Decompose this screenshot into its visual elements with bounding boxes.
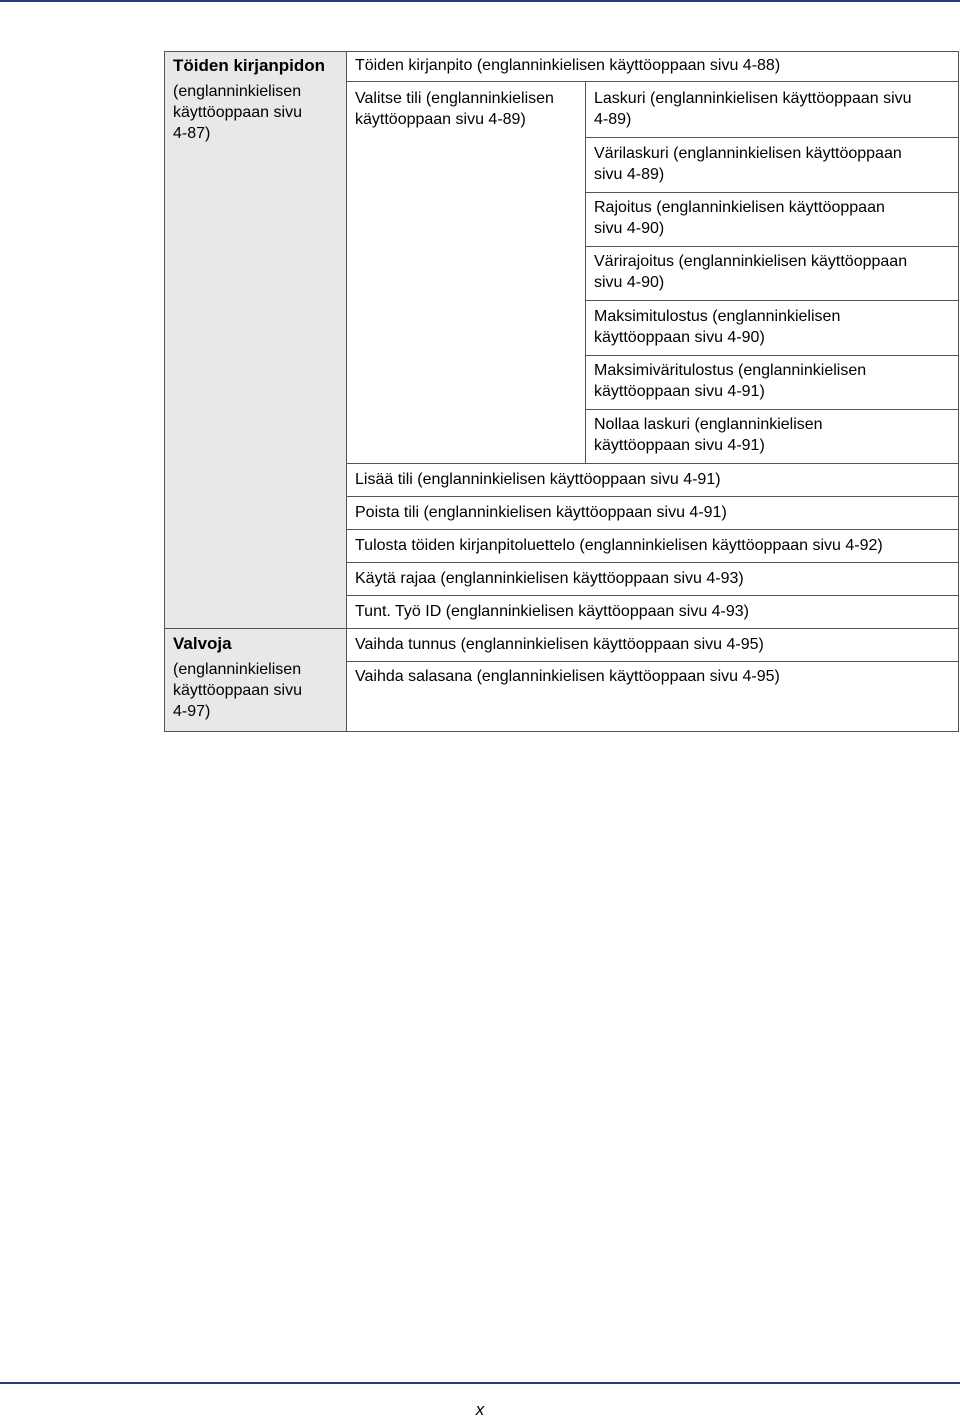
unknown-job-id-item: Tunt. Työ ID (englanninkielisen käyttöoppaan sivu 4-93) (355, 603, 750, 620)
restriction-item-ref: sivu 4-90) (594, 220, 665, 237)
top-rule (0, 0, 960, 2)
row-line (346, 628, 959, 629)
select-account-item-ref: käyttöoppaan sivu 4-89) (355, 111, 526, 128)
restriction-item: Rajoitus (englanninkielisen käyttöoppaan (594, 199, 885, 216)
left-column (164, 51, 347, 732)
apply-limit-item: Käytä rajaa (englanninkielisen käyttöoppaan sivu 4-93) (355, 570, 744, 587)
col3-divider (585, 81, 586, 463)
color-restriction-item-ref: sivu 4-90) (594, 274, 665, 291)
section-ref-line: (englanninkielisen (173, 83, 302, 100)
color-counter-item: Värilaskuri (englanninkielisen käyttöoppaan (594, 145, 902, 162)
row-line (346, 529, 959, 530)
print-accounting-list-item: Tulosta töiden kirjanpitoluettelo (englanninkielisen käyttöoppaan sivu 4-92) (355, 537, 883, 554)
reset-counter-item: Nollaa laskuri (englanninkielisen (594, 416, 823, 433)
row-line (346, 496, 959, 497)
header-row-line (346, 81, 959, 82)
max-output-item-ref: käyttöoppaan sivu 4-90) (594, 329, 765, 346)
counter-item: Laskuri (englanninkielisen käyttöoppaan sivu (594, 90, 912, 107)
row-line (346, 463, 959, 464)
color-restriction-item: Värirajoitus (englanninkielisen käyttöoppaan (594, 253, 908, 270)
row-line (346, 562, 959, 563)
max-color-output-item-ref: käyttöoppaan sivu 4-91) (594, 383, 765, 400)
section-title-administrator: Valvoja (173, 634, 232, 653)
max-output-item: Maksimitulostus (englanninkielisen (594, 308, 841, 325)
color-counter-item-ref: sivu 4-89) (594, 166, 665, 183)
max-color-output-item: Maksimiväritulostus (englanninkielisen (594, 362, 867, 379)
col3-row-line (585, 355, 959, 356)
section-ref-line: käyttöoppaan sivu (173, 682, 302, 699)
col3-row-line (585, 137, 959, 138)
change-id-item: Vaihda tunnus (englanninkielisen käyttöoppaan sivu 4-95) (355, 636, 764, 653)
section-ref-line: käyttöoppaan sivu (173, 104, 302, 121)
section-ref-line: 4-97) (173, 703, 211, 720)
add-account-item: Lisää tili (englanninkielisen käyttöoppaan sivu 4-91) (355, 471, 721, 488)
col3-row-line (585, 246, 959, 247)
col3-row-line (585, 409, 959, 410)
delete-account-item: Poista tili (englanninkielisen käyttöoppaan sivu 4-91) (355, 504, 727, 521)
counter-item-ref: 4-89) (594, 111, 632, 128)
col3-row-line (585, 192, 959, 193)
bottom-rule (0, 1382, 960, 1384)
section-title-job-accounting: Töiden kirjanpidon (173, 56, 326, 75)
job-accounting-header: Töiden kirjanpito (englanninkielisen käyttöoppaan sivu 4-88) (355, 57, 781, 74)
change-password-item: Vaihda salasana (englanninkielisen käyttöoppaan sivu 4-95) (355, 668, 780, 685)
left-section-divider (164, 628, 347, 629)
select-account-item: Valitse tili (englanninkielisen (355, 90, 554, 107)
row-line (346, 595, 959, 596)
section-ref-line: 4-87) (173, 125, 211, 142)
reset-counter-item-ref: käyttöoppaan sivu 4-91) (594, 437, 765, 454)
page-number: x (475, 1400, 485, 1419)
col3-row-line (585, 300, 959, 301)
row-line (346, 661, 959, 662)
section-ref-line: (englanninkielisen (173, 661, 302, 678)
